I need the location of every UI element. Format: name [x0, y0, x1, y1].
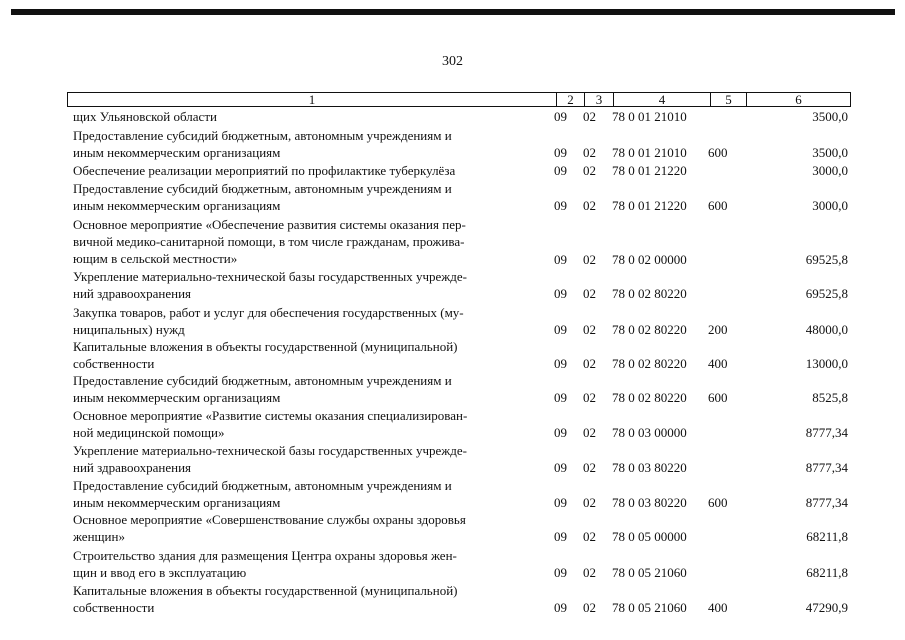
row-cell-c4: 78 0 02 80220 — [612, 286, 687, 302]
page-number: 302 — [442, 54, 463, 69]
row-cell-c3: 02 — [583, 251, 596, 267]
row-name: Капитальные вложения в объекты государственной (муниципальной) собственности — [73, 583, 458, 616]
row-cell-c2: 09 — [554, 109, 567, 125]
row-cell-c4: 78 0 01 21010 — [612, 109, 687, 125]
row-cell-c3: 02 — [583, 356, 596, 372]
row-cell-c4: 78 0 01 21220 — [612, 198, 687, 214]
row-cell-c4: 78 0 05 00000 — [612, 529, 687, 545]
row-cell-c6: 68211,8 — [806, 529, 848, 545]
header-col-3: 3 — [585, 93, 614, 106]
row-cell-c4: 78 0 02 80220 — [612, 322, 687, 338]
table-row — [0, 268, 905, 302]
row-name: Капитальные вложения в объекты государственной (муниципальной) собственности — [73, 339, 458, 372]
row-cell-c6: 69525,8 — [805, 286, 848, 302]
row-name: Укрепление материально-технической базы государственных учрежде- ний здравоохранения — [73, 269, 468, 302]
row-name: Основное мероприятие «Совершенствование службы охраны здоровья женщин» — [73, 512, 466, 545]
row-name: щих Ульяновской области — [73, 109, 217, 124]
row-name: Предоставление субсидий бюджетным, автономным учреждениям и иным некоммерческим организациям — [73, 478, 452, 511]
row-cell-c2: 09 — [554, 198, 567, 214]
row-cell-c6: 8525,8 — [812, 390, 848, 406]
row-cell-c4: 78 0 03 00000 — [612, 425, 687, 441]
row-cell-c6: 8777,34 — [805, 495, 848, 511]
row-cell-c6: 69525,8 — [805, 251, 848, 267]
row-name: Укрепление материально-технической базы государственных учрежде- ний здравоохранения — [73, 443, 468, 476]
row-cell-c3: 02 — [583, 198, 596, 214]
row-cell-c2: 09 — [554, 163, 567, 179]
row-cell-c2: 09 — [554, 460, 567, 476]
row-cell-c2: 09 — [554, 565, 567, 581]
table-row — [0, 442, 905, 476]
row-name: Предоставление субсидий бюджетным, автономным учреждениям и иным некоммерческим организациям — [73, 128, 452, 161]
header-col-6: 6 — [795, 92, 802, 107]
row-cell-c3: 02 — [583, 565, 596, 581]
row-cell-c6: 68211,8 — [806, 565, 848, 581]
row-name: Закупка товаров, работ и услуг для обеспечения государственных (му- ниципальных) нужд — [73, 305, 464, 338]
row-cell-c4: 78 0 02 00000 — [612, 251, 687, 267]
row-cell-c3: 02 — [583, 163, 596, 179]
row-cell-c4: 78 0 05 21060 — [612, 600, 687, 616]
row-cell-c5: 600 — [708, 145, 728, 161]
row-cell-c4: 78 0 01 21220 — [612, 163, 687, 179]
row-name: Предоставление субсидий бюджетным, автономным учреждениям и иным некоммерческим организациям — [73, 181, 452, 214]
row-cell-c6: 3500,0 — [812, 145, 848, 161]
row-cell-c5: 400 — [708, 600, 728, 616]
row-cell-c5: 600 — [708, 198, 728, 214]
row-name: Основное мероприятие «Обеспечение развития системы оказания пер- вичной медико-санитарной помощи, в том числе гражданам, прожива- ющим в сельской местности» — [73, 217, 466, 267]
row-name: Предоставление субсидий бюджетным, автономным учреждениям и иным некоммерческим организациям — [73, 373, 452, 406]
table-row — [0, 162, 905, 179]
row-cell-c3: 02 — [583, 495, 596, 511]
row-cell-c6: 48000,0 — [805, 322, 848, 338]
row-cell-c3: 02 — [583, 425, 596, 441]
row-cell-c3: 02 — [583, 322, 596, 338]
row-cell-c4: 78 0 03 80220 — [612, 495, 687, 511]
row-name: Обеспечение реализации мероприятий по профилактике туберкулёза — [73, 163, 456, 178]
row-cell-c2: 09 — [554, 600, 567, 616]
row-cell-c2: 09 — [554, 425, 567, 441]
table-row — [0, 108, 905, 125]
header-col-1: 1 — [68, 93, 557, 106]
header-col-5: 5 — [711, 93, 747, 106]
table-row — [0, 127, 905, 161]
row-cell-c3: 02 — [583, 390, 596, 406]
row-cell-c4: 78 0 03 80220 — [612, 460, 687, 476]
table-row — [0, 180, 905, 214]
row-cell-c6: 8777,34 — [805, 425, 848, 441]
row-cell-c2: 09 — [554, 356, 567, 372]
row-cell-c2: 09 — [554, 495, 567, 511]
row-cell-c4: 78 0 02 80220 — [612, 390, 687, 406]
row-cell-c5: 400 — [708, 356, 728, 372]
table-row — [0, 547, 905, 581]
row-cell-c3: 02 — [583, 145, 596, 161]
row-cell-c2: 09 — [554, 145, 567, 161]
row-cell-c5: 200 — [708, 322, 728, 338]
table-row — [0, 338, 905, 372]
row-cell-c6: 47290,9 — [805, 600, 848, 616]
row-cell-c3: 02 — [583, 109, 596, 125]
row-cell-c2: 09 — [554, 390, 567, 406]
top-rule — [11, 9, 895, 15]
row-cell-c6: 3000,0 — [812, 163, 848, 179]
row-cell-c2: 09 — [554, 529, 567, 545]
table-header — [67, 92, 851, 107]
row-cell-c6: 3000,0 — [812, 198, 848, 214]
row-cell-c2: 09 — [554, 251, 567, 267]
row-cell-c4: 78 0 01 21010 — [612, 145, 687, 161]
row-cell-c2: 09 — [554, 322, 567, 338]
header-col-4: 4 — [614, 93, 711, 106]
row-name: Основное мероприятие «Развитие системы оказания специализирован- ной медицинской помощи» — [73, 408, 468, 441]
table-row — [0, 304, 905, 338]
row-cell-c3: 02 — [583, 286, 596, 302]
row-cell-c4: 78 0 05 21060 — [612, 565, 687, 581]
row-cell-c6: 8777,34 — [805, 460, 848, 476]
row-cell-c3: 02 — [583, 529, 596, 545]
table-row — [0, 582, 905, 616]
table-row — [0, 511, 905, 545]
table-row — [0, 477, 905, 511]
row-cell-c5: 600 — [708, 495, 728, 511]
row-cell-c5: 600 — [708, 390, 728, 406]
row-cell-c6: 13000,0 — [805, 356, 848, 372]
row-cell-c6: 3500,0 — [812, 109, 848, 125]
header-col-2: 2 — [557, 93, 585, 106]
table-row — [0, 372, 905, 406]
row-cell-c3: 02 — [583, 600, 596, 616]
table-row — [0, 407, 905, 441]
row-cell-c2: 09 — [554, 286, 567, 302]
row-name: Строительство здания для размещения Центра охраны здоровья жен- щин и ввод его в эксплуатацию — [73, 548, 457, 581]
row-cell-c3: 02 — [583, 460, 596, 476]
row-cell-c4: 78 0 02 80220 — [612, 356, 687, 372]
table-row — [0, 216, 905, 268]
